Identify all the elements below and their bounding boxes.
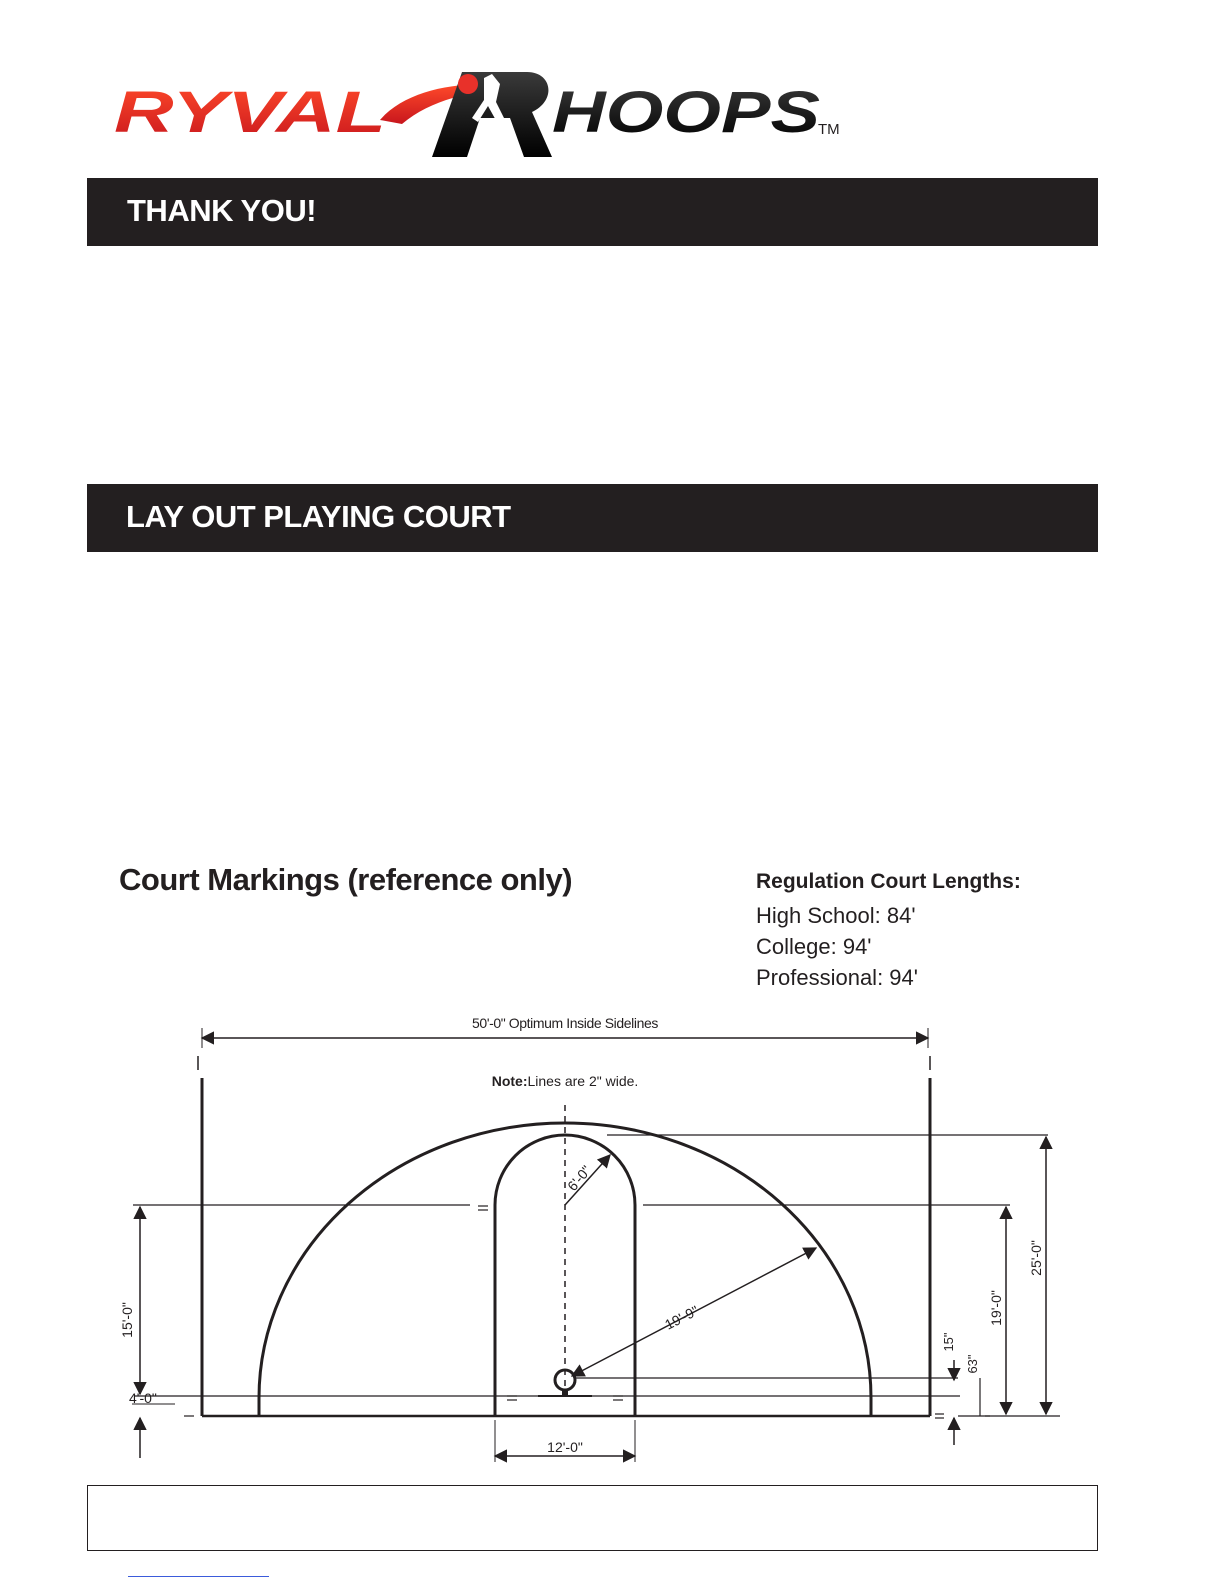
length-high-school: High School: 84' — [756, 903, 916, 928]
dim-25ft-label: 25'-0" — [1028, 1240, 1044, 1276]
dim-15in-label: 15" — [941, 1332, 956, 1352]
regulation-lengths-heading: Regulation Court Lengths: — [756, 870, 1021, 893]
three-point-radius-label: 19'-9" — [662, 1302, 702, 1333]
court-markings-title: Court Markings (reference only) — [119, 862, 573, 897]
logo-trademark: TM — [818, 121, 840, 138]
lane-width-label: 12'-0" — [547, 1439, 583, 1455]
free-throw-distance-label: 15'-0" — [119, 1302, 135, 1338]
lines-note — [492, 1073, 639, 1089]
logo-basketball-icon — [458, 74, 478, 94]
dim-19ft-label: 19'-0" — [988, 1290, 1004, 1326]
lay-out-court-title: LAY OUT PLAYING COURT — [126, 499, 511, 534]
thank-you-title: THANK YOU! — [127, 193, 317, 228]
regulation-lengths — [756, 870, 1021, 993]
footer-box — [87, 1485, 1098, 1551]
logo-word-hoops: HOOPS — [552, 80, 821, 145]
baseline-offset-label: 4'-0" — [129, 1390, 157, 1406]
ryval-hoops-logo — [112, 62, 852, 162]
logo-word-ryval: RYVAL — [114, 80, 386, 145]
lines-note-bold: Note: — [491, 1073, 528, 1089]
footer-link-underline[interactable] — [128, 1576, 269, 1577]
lay-out-court-header — [87, 484, 1098, 552]
thank-you-header — [87, 178, 1098, 246]
length-college: College: 94' — [756, 934, 872, 959]
court-diagram — [0, 1000, 1225, 1470]
dim-63in-label: 63" — [965, 1354, 980, 1374]
circle-radius-label: 6'-0" — [564, 1162, 595, 1194]
lines-note-text: Lines are 2" wide. — [527, 1073, 639, 1089]
width-dimension-label: 50'-0" Optimum Inside Sidelines — [472, 1015, 658, 1031]
length-professional: Professional: 94' — [756, 965, 918, 990]
